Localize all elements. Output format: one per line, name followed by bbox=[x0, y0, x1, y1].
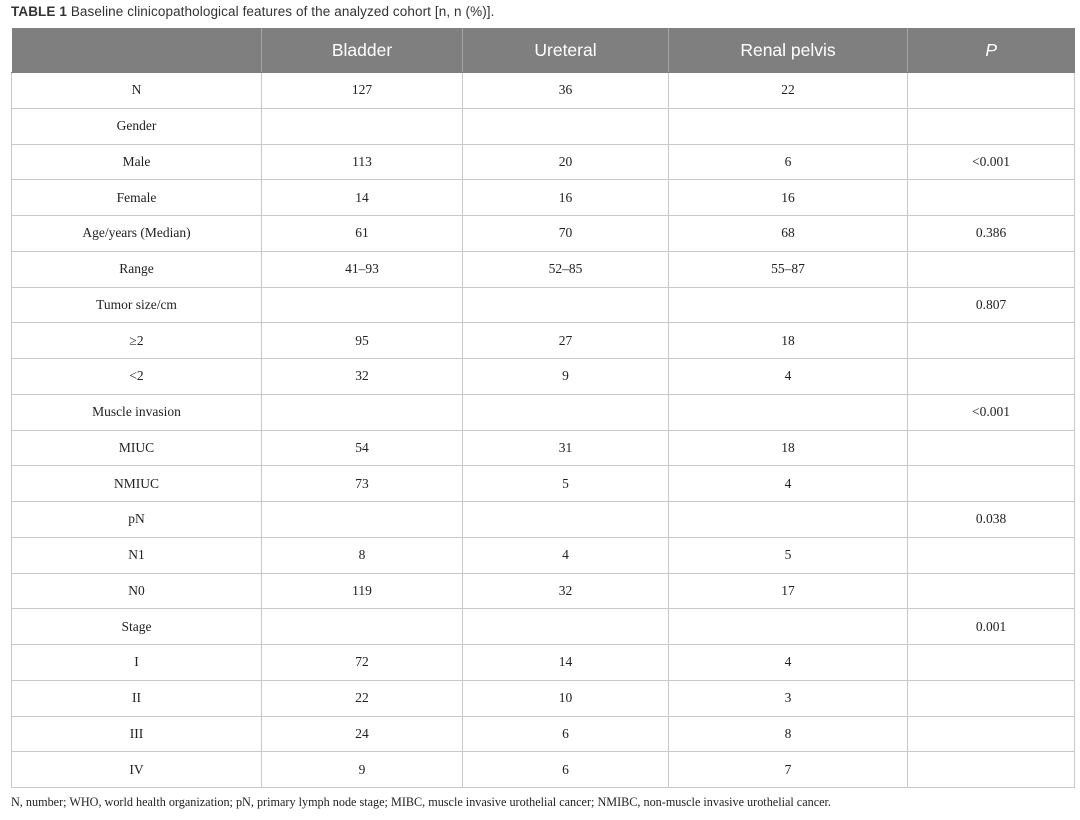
row-label-cell: IV bbox=[12, 752, 262, 788]
renal-pelvis-cell bbox=[669, 502, 908, 538]
bladder-cell: 72 bbox=[262, 645, 463, 681]
renal-pelvis-cell: 22 bbox=[669, 73, 908, 109]
row-label-cell: Muscle invasion bbox=[12, 394, 262, 430]
table-row bbox=[12, 108, 1075, 144]
bladder-cell: 95 bbox=[262, 323, 463, 359]
renal-pelvis-cell bbox=[669, 287, 908, 323]
row-label-cell: III bbox=[12, 716, 262, 752]
bladder-cell: 14 bbox=[262, 180, 463, 216]
renal-pelvis-cell: 18 bbox=[669, 430, 908, 466]
table-row bbox=[12, 645, 1075, 681]
row-label-cell: II bbox=[12, 680, 262, 716]
header-cell-label bbox=[12, 28, 262, 73]
row-label-cell: N1 bbox=[12, 537, 262, 573]
p-value-cell bbox=[908, 73, 1075, 109]
ureteral-cell: 14 bbox=[463, 645, 669, 681]
bladder-cell bbox=[262, 108, 463, 144]
table-footnote: N, number; WHO, world health organization; pN, primary lymph node stage; MIBC, muscle invasive urothelial cancer; NMIBC, non-muscle invasive urothelial cancer. bbox=[11, 795, 831, 809]
ureteral-cell: 36 bbox=[463, 73, 669, 109]
renal-pelvis-cell: 55–87 bbox=[669, 251, 908, 287]
ureteral-cell bbox=[463, 394, 669, 430]
bladder-cell: 32 bbox=[262, 359, 463, 395]
bladder-cell: 127 bbox=[262, 73, 463, 109]
bladder-cell: 61 bbox=[262, 216, 463, 252]
renal-pelvis-cell: 4 bbox=[669, 645, 908, 681]
table-row bbox=[12, 716, 1075, 752]
row-label-cell: Range bbox=[12, 251, 262, 287]
renal-pelvis-cell: 68 bbox=[669, 216, 908, 252]
row-label-cell: I bbox=[12, 645, 262, 681]
header-cell-bladder: Bladder bbox=[262, 28, 463, 73]
ureteral-cell bbox=[463, 108, 669, 144]
p-value-cell bbox=[908, 645, 1075, 681]
p-value-cell bbox=[908, 573, 1075, 609]
table-row bbox=[12, 287, 1075, 323]
p-value-cell bbox=[908, 716, 1075, 752]
bladder-cell bbox=[262, 394, 463, 430]
table-body bbox=[12, 73, 1075, 788]
row-label-cell: Age/years (Median) bbox=[12, 216, 262, 252]
bladder-cell: 119 bbox=[262, 573, 463, 609]
row-label-cell: Male bbox=[12, 144, 262, 180]
table-caption-text: Baseline clinicopathological features of the analyzed cohort [n, n (%)]. bbox=[70, 4, 495, 19]
renal-pelvis-cell: 8 bbox=[669, 716, 908, 752]
table-row bbox=[12, 609, 1075, 645]
renal-pelvis-cell: 16 bbox=[669, 180, 908, 216]
renal-pelvis-cell: 7 bbox=[669, 752, 908, 788]
row-label-cell: Stage bbox=[12, 609, 262, 645]
p-value-cell bbox=[908, 680, 1075, 716]
row-label-cell: Female bbox=[12, 180, 262, 216]
header-row bbox=[12, 28, 1075, 73]
row-label-cell: ≥2 bbox=[12, 323, 262, 359]
table-caption-label: TABLE 1 bbox=[11, 4, 67, 19]
bladder-cell: 54 bbox=[262, 430, 463, 466]
ureteral-cell: 31 bbox=[463, 430, 669, 466]
p-value-cell: 0.807 bbox=[908, 287, 1075, 323]
ureteral-cell bbox=[463, 287, 669, 323]
renal-pelvis-cell: 17 bbox=[669, 573, 908, 609]
p-value-cell: <0.001 bbox=[908, 394, 1075, 430]
bladder-cell: 113 bbox=[262, 144, 463, 180]
row-label-cell: <2 bbox=[12, 359, 262, 395]
p-value-cell bbox=[908, 108, 1075, 144]
renal-pelvis-cell bbox=[669, 609, 908, 645]
table-row bbox=[12, 430, 1075, 466]
bladder-cell: 22 bbox=[262, 680, 463, 716]
p-value-cell bbox=[908, 430, 1075, 466]
row-label-cell: Gender bbox=[12, 108, 262, 144]
p-value-cell: 0.001 bbox=[908, 609, 1075, 645]
table-row bbox=[12, 466, 1075, 502]
p-value-cell: 0.038 bbox=[908, 502, 1075, 538]
bladder-cell: 73 bbox=[262, 466, 463, 502]
p-value-cell: 0.386 bbox=[908, 216, 1075, 252]
bladder-cell: 24 bbox=[262, 716, 463, 752]
ureteral-cell: 5 bbox=[463, 466, 669, 502]
renal-pelvis-cell bbox=[669, 394, 908, 430]
ureteral-cell: 4 bbox=[463, 537, 669, 573]
table-row bbox=[12, 144, 1075, 180]
p-value-cell: <0.001 bbox=[908, 144, 1075, 180]
renal-pelvis-cell: 4 bbox=[669, 359, 908, 395]
header-cell-renal-pelvis: Renal pelvis bbox=[669, 28, 908, 73]
clinicopathological-table bbox=[11, 28, 1075, 788]
p-value-cell bbox=[908, 359, 1075, 395]
ureteral-cell: 27 bbox=[463, 323, 669, 359]
bladder-cell bbox=[262, 609, 463, 645]
table-header bbox=[12, 28, 1075, 73]
table-row bbox=[12, 537, 1075, 573]
renal-pelvis-cell: 18 bbox=[669, 323, 908, 359]
row-label-cell: MIUC bbox=[12, 430, 262, 466]
ureteral-cell: 32 bbox=[463, 573, 669, 609]
p-value-cell bbox=[908, 180, 1075, 216]
renal-pelvis-cell bbox=[669, 108, 908, 144]
renal-pelvis-cell: 3 bbox=[669, 680, 908, 716]
table-row bbox=[12, 216, 1075, 252]
table-row bbox=[12, 251, 1075, 287]
table-row bbox=[12, 359, 1075, 395]
ureteral-cell bbox=[463, 502, 669, 538]
table-row bbox=[12, 573, 1075, 609]
bladder-cell: 41–93 bbox=[262, 251, 463, 287]
ureteral-cell: 52–85 bbox=[463, 251, 669, 287]
table-row bbox=[12, 502, 1075, 538]
row-label-cell: N bbox=[12, 73, 262, 109]
row-label-cell: N0 bbox=[12, 573, 262, 609]
p-value-cell bbox=[908, 251, 1075, 287]
header-cell-p-value: P bbox=[908, 28, 1075, 73]
ureteral-cell: 6 bbox=[463, 716, 669, 752]
table-row bbox=[12, 394, 1075, 430]
table-row bbox=[12, 73, 1075, 109]
p-value-cell bbox=[908, 466, 1075, 502]
p-value-cell bbox=[908, 752, 1075, 788]
ureteral-cell: 6 bbox=[463, 752, 669, 788]
ureteral-cell: 70 bbox=[463, 216, 669, 252]
p-value-cell bbox=[908, 537, 1075, 573]
renal-pelvis-cell: 6 bbox=[669, 144, 908, 180]
ureteral-cell: 10 bbox=[463, 680, 669, 716]
header-cell-ureteral: Ureteral bbox=[463, 28, 669, 73]
row-label-cell: NMIUC bbox=[12, 466, 262, 502]
table-row bbox=[12, 752, 1075, 788]
table-row bbox=[12, 180, 1075, 216]
bladder-cell: 9 bbox=[262, 752, 463, 788]
ureteral-cell: 20 bbox=[463, 144, 669, 180]
bladder-cell bbox=[262, 287, 463, 323]
bladder-cell: 8 bbox=[262, 537, 463, 573]
row-label-cell: Tumor size/cm bbox=[12, 287, 262, 323]
renal-pelvis-cell: 5 bbox=[669, 537, 908, 573]
table-row bbox=[12, 323, 1075, 359]
ureteral-cell: 16 bbox=[463, 180, 669, 216]
row-label-cell: pN bbox=[12, 502, 262, 538]
table-row bbox=[12, 680, 1075, 716]
p-value-cell bbox=[908, 323, 1075, 359]
ureteral-cell: 9 bbox=[463, 359, 669, 395]
bladder-cell bbox=[262, 502, 463, 538]
ureteral-cell bbox=[463, 609, 669, 645]
table-caption bbox=[11, 4, 495, 19]
renal-pelvis-cell: 4 bbox=[669, 466, 908, 502]
